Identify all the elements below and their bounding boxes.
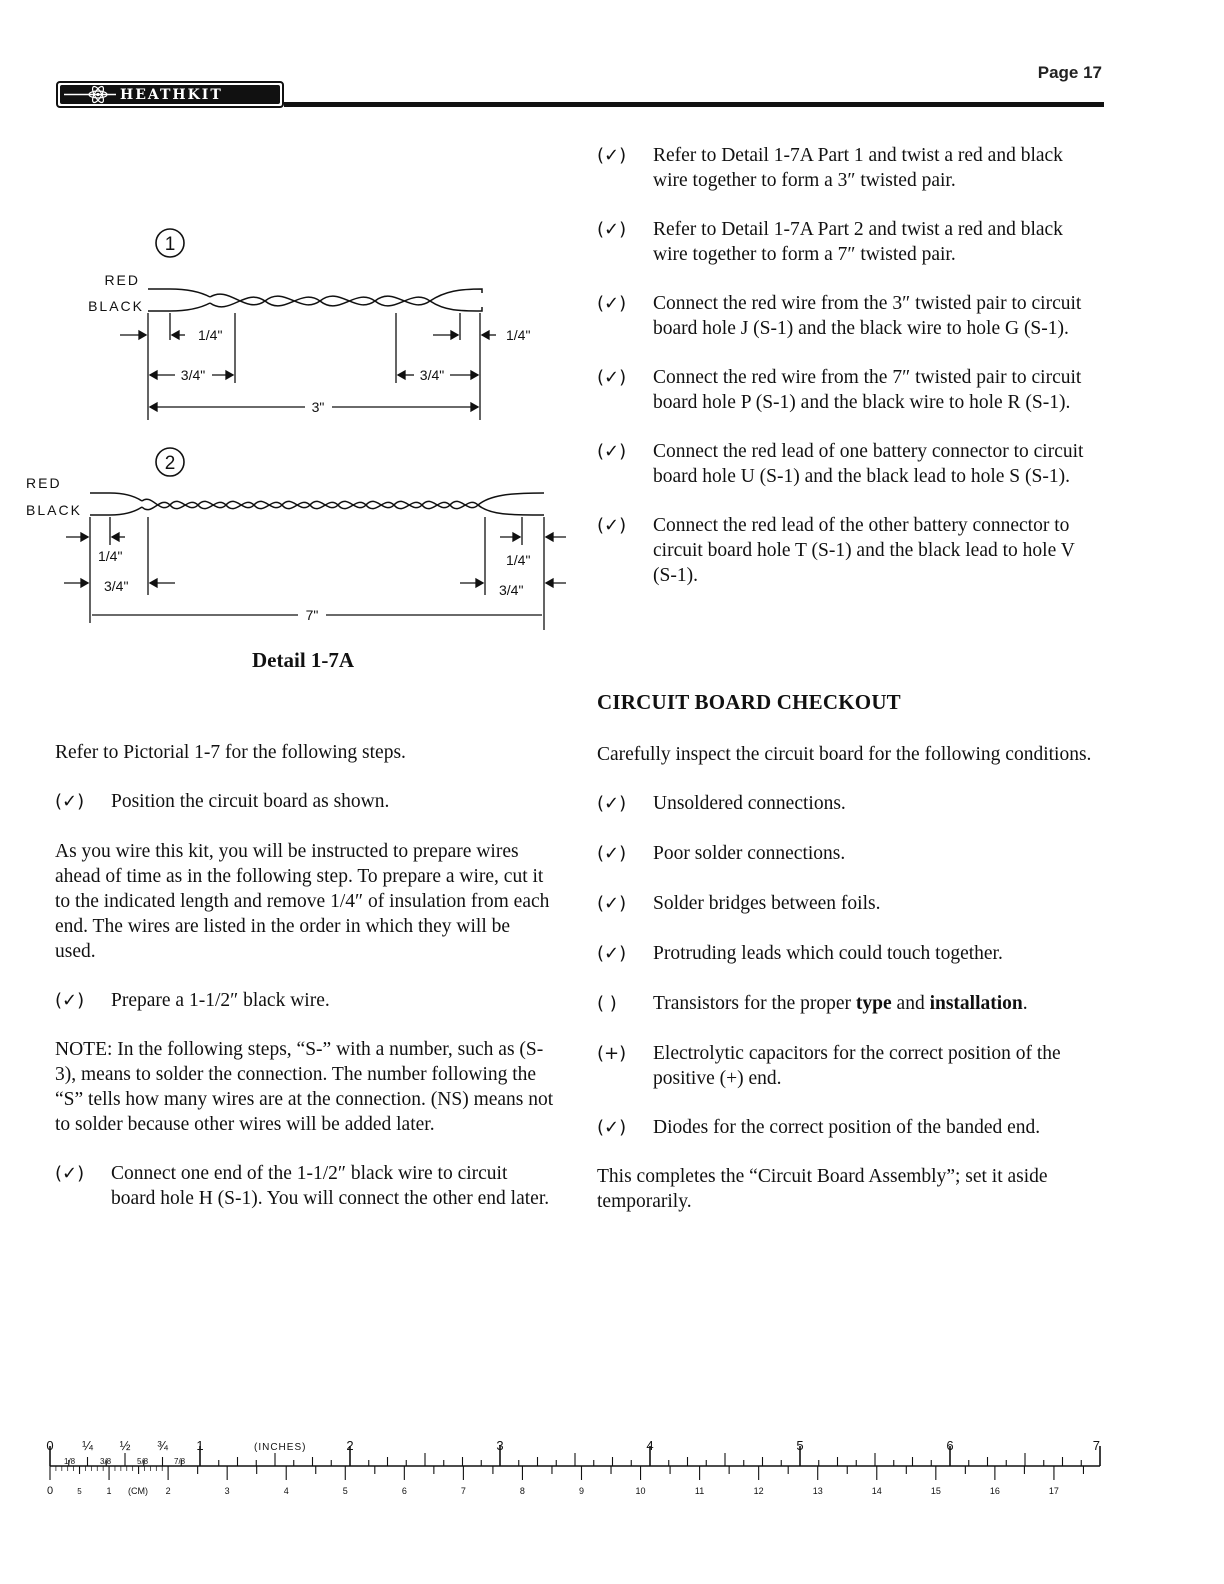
check-transistors <box>597 991 1097 1016</box>
checkbox-icon[interactable]: (✓) <box>55 990 85 1011</box>
note-paragraph: NOTE: In the following steps, “S-” with a number, such as (S-3), means to solder the connection. The number following the “S” tells how many wires are at the connection. (NS) means not to solder because other wires will be added later. <box>55 1039 554 1135</box>
ruler-cm-word: (CM) <box>128 1486 148 1496</box>
checkout-intro: Carefully inspect the circuit board for the following conditions. <box>597 744 1092 765</box>
ruler-cm-label: 5 <box>342 1486 348 1496</box>
checkbox-icon[interactable]: (✓) <box>55 1163 85 1184</box>
step-text: Protruding leads which could touch together. <box>653 943 1003 964</box>
ruler-inch-label: 7 <box>1092 1438 1100 1453</box>
part-2-strip-right-label: 1/4" <box>506 552 531 568</box>
part-2-lead-left-label: 3/4" <box>104 578 129 594</box>
part-1-lead-right-label: 3/4" <box>419 367 445 383</box>
step-text: Solder bridges between foils. <box>653 893 881 914</box>
checkbox-icon[interactable]: (✓) <box>597 1117 627 1138</box>
detail-1-7a-diagram <box>20 225 580 645</box>
part-2-twisted-pair <box>90 493 544 515</box>
transistor-suffix: . <box>1022 993 1028 1014</box>
ruler-fraction-label: 5/8 <box>137 1457 149 1466</box>
heathkit-logo <box>56 81 284 108</box>
transistor-installation-word: installation <box>929 993 1023 1014</box>
ruler-fraction-label: 1/8 <box>64 1457 76 1466</box>
transistor-and-word: and <box>891 993 930 1014</box>
step-prepare-wire <box>55 988 555 1013</box>
header-rule <box>284 102 1104 107</box>
checkout-section <box>597 742 1097 1214</box>
checkbox-icon[interactable]: (✓) <box>597 515 627 536</box>
ruler-cm-ticks <box>50 1466 1083 1480</box>
step-text: Connect the red wire from the 7″ twisted pair to circuit board hole P (S-1) and the black wire to hole R (S-1). <box>653 367 1082 413</box>
checkbox-icon[interactable]: (✓) <box>597 943 627 964</box>
checkbox-icon[interactable]: (✓) <box>597 367 627 388</box>
check-electrolytic <box>597 1041 1097 1091</box>
prepare-wires-paragraph: As you wire this kit, you will be instructed to prepare wires ahead of time as in the following step. To prepare a wire, cut it to the indicated length and remove 1/4″ of insulation from each end. The wires are listed in the order in which they will be used. <box>55 841 550 962</box>
ruler-cm-label: 2 <box>165 1486 171 1496</box>
ruler-inch-label: ¼ <box>82 1438 93 1453</box>
ruler-cm-label: 8 <box>519 1486 525 1496</box>
page-number: Page 17 <box>1037 63 1102 82</box>
part-1-red-label: RED <box>104 272 140 288</box>
logo-text: HEATHKIT <box>120 86 223 103</box>
ruler-cm-label: 14 <box>871 1486 882 1496</box>
ruler-fraction-label: 7/8 <box>174 1457 186 1466</box>
ruler-inch-ticks <box>50 1446 1100 1466</box>
ruler-inch-label: 0 <box>46 1438 54 1453</box>
checkbox-icon[interactable]: ( ) <box>597 993 617 1014</box>
step-text: Electrolytic capacitors for the correct position of the positive (+) end. <box>653 1043 1061 1089</box>
part-1-length-label: 3" <box>311 399 325 415</box>
ruler-cm-label: 15 <box>930 1486 941 1496</box>
step-connect-battery-1 <box>597 439 1097 489</box>
ruler-inch-label: 3 <box>496 1438 504 1453</box>
ruler-cm-label: 13 <box>812 1486 823 1496</box>
checkbox-icon[interactable]: (✓) <box>597 145 627 166</box>
ruler-cm-label: 0 <box>46 1485 54 1497</box>
ruler-inch-label: 6 <box>946 1438 954 1453</box>
step-position-board <box>55 789 555 814</box>
step-text: Prepare a 1-1/2″ black wire. <box>111 990 330 1011</box>
check-poor-solder <box>597 841 1097 866</box>
ruler-cm-label: 5 <box>77 1487 82 1496</box>
step-connect-7in-pair <box>597 365 1097 415</box>
ruler-fraction-label: 3/8 <box>100 1457 112 1466</box>
check-protruding-leads <box>597 941 1097 966</box>
part-1-twisted-pair <box>148 289 482 311</box>
ruler-cm-label: 17 <box>1048 1486 1059 1496</box>
transistor-text-prefix: Transistors for the proper <box>653 993 856 1014</box>
atom-logo-icon <box>60 85 120 104</box>
ruler-inch-label: 4 <box>646 1438 654 1453</box>
check-diodes <box>597 1115 1097 1140</box>
ruler-inches-word: (INCHES) <box>254 1442 307 1453</box>
part-1-strip-left-label: 1/4" <box>198 327 223 343</box>
measurement-ruler <box>46 1430 1116 1500</box>
part-2-length-label: 7" <box>305 607 319 623</box>
ruler-cm-label: 16 <box>989 1486 1000 1496</box>
part-2-number: 2 <box>164 453 176 474</box>
ruler-cm-label: 4 <box>283 1486 289 1496</box>
part-1-strip-right-label: 1/4" <box>506 327 531 343</box>
step-text: Refer to Detail 1-7A Part 2 and twist a red and black wire together to form a 7″ twisted pair. <box>653 219 1063 265</box>
ruler-inch-label: 5 <box>796 1438 804 1453</box>
ruler-cm-label: 9 <box>578 1486 585 1496</box>
checkbox-icon[interactable]: (✓) <box>597 893 627 914</box>
ruler-inch-label: ½ <box>119 1438 131 1453</box>
part-1-black-label: BLACK <box>88 298 144 314</box>
ruler-cm-label: 3 <box>224 1486 230 1496</box>
step-connect-black-wire <box>55 1161 555 1211</box>
step-text: Connect the red lead of one battery connector to circuit board hole U (S-1) and the black lead to hole S (S-1). <box>653 441 1084 487</box>
checkbox-icon[interactable]: (✓) <box>597 843 627 864</box>
left-text-section <box>55 740 555 1211</box>
part-2-red-label: RED <box>26 475 62 491</box>
ruler-cm-label: 1 <box>106 1486 112 1496</box>
checkbox-icon[interactable]: (✓) <box>597 219 627 240</box>
step-text: Refer to Detail 1-7A Part 1 and twist a red and black wire together to form a 3″ twisted pair. <box>653 145 1063 191</box>
step-twist-3in <box>597 143 1097 193</box>
ruler-inch-label: ¾ <box>157 1438 168 1453</box>
step-text: Connect the red wire from the 3″ twisted pair to circuit board hole J (S-1) and the black wire to hole G (S-1). <box>653 293 1082 339</box>
part-1-number: 1 <box>164 234 176 255</box>
step-connect-3in-pair <box>597 291 1097 341</box>
part-1-lead-left-label: 3/4" <box>180 367 206 383</box>
diagram-caption: Detail 1-7A <box>252 648 355 672</box>
checkbox-icon[interactable]: (✓) <box>55 791 85 812</box>
transistor-type-word: type <box>855 993 892 1014</box>
checkout-conclusion: This completes the “Circuit Board Assembly”; set it aside temporarily. <box>597 1166 1048 1212</box>
checkbox-icon[interactable]: (✓) <box>597 293 627 314</box>
ruler-cm-label: 10 <box>635 1486 646 1496</box>
step-text: Connect one end of the 1-1/2″ black wire to circuit board hole H (S-1). You will connect the other end later. <box>111 1163 550 1209</box>
step-text: Unsoldered connections. <box>653 793 846 814</box>
pictorial-reference: Refer to Pictorial 1-7 for the following steps. <box>55 742 406 763</box>
check-unsoldered <box>597 791 1097 816</box>
ruler-cm-label: 11 <box>694 1486 705 1496</box>
checkbox-icon[interactable]: (✓) <box>597 441 627 462</box>
step-twist-7in <box>597 217 1097 267</box>
step-connect-battery-2 <box>597 513 1097 588</box>
ruler-cm-label: 6 <box>401 1486 407 1496</box>
ruler-cm-label: 7 <box>460 1486 466 1496</box>
step-text: Connect the red lead of the other battery connector to circuit board hole T (S-1) and the black lead to hole V (S-1). <box>653 515 1075 586</box>
checkbox-icon[interactable]: (✓) <box>597 793 627 814</box>
ruler-inch-label: 1 <box>196 1438 204 1453</box>
step-text: Position the circuit board as shown. <box>111 791 390 812</box>
check-solder-bridges <box>597 891 1097 916</box>
step-text: Poor solder connections. <box>653 843 846 864</box>
step-text: Diodes for the correct position of the banded end. <box>653 1117 1041 1138</box>
part-2-black-label: BLACK <box>26 502 82 518</box>
checkbox-icon[interactable]: (+) <box>597 1043 627 1064</box>
part-2-lead-right-label: 3/4" <box>499 582 524 598</box>
checkout-heading: CIRCUIT BOARD CHECKOUT <box>597 690 901 714</box>
ruler-inch-label: 2 <box>346 1438 354 1453</box>
right-steps-top <box>597 143 1097 588</box>
step-text <box>653 991 1097 1016</box>
ruler-cm-label: 12 <box>753 1486 764 1496</box>
part-2-strip-left-label: 1/4" <box>98 548 123 564</box>
